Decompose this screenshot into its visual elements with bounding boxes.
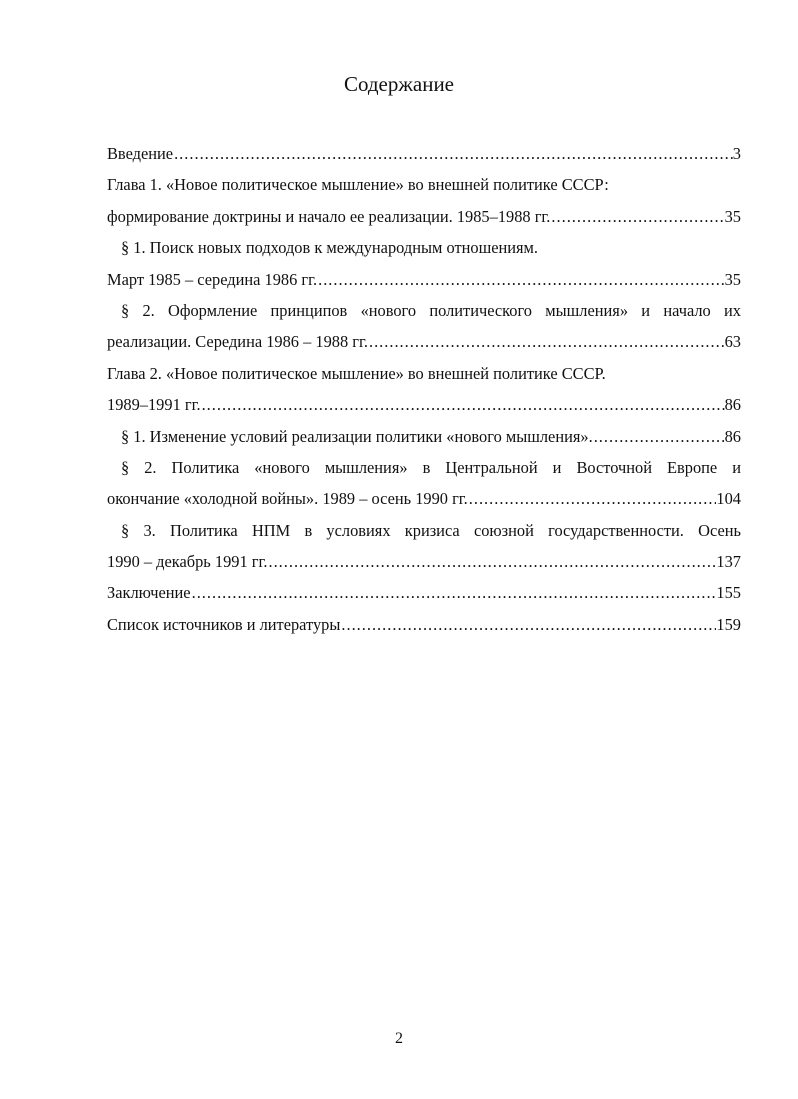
toc-entry-text: § 1. Изменение условий реализации политики «нового мышления». bbox=[121, 426, 593, 446]
toc-entry-section-2-3-line-1[interactable] bbox=[107, 515, 741, 546]
toc-entry-text: Заключение bbox=[107, 583, 191, 603]
toc-entry-chapter-1-line-2[interactable] bbox=[107, 201, 741, 232]
toc-entry-text: реализации. Середина 1986 – 1988 гг. bbox=[107, 332, 368, 352]
toc-entry-text: § 2. Оформление принципов «нового политического мышления» и начало их bbox=[121, 300, 741, 320]
toc-leader-dots bbox=[468, 483, 717, 514]
toc-entry-page: 35 bbox=[724, 269, 741, 289]
toc-leader-dots bbox=[191, 577, 717, 608]
toc-entry-page: 86 bbox=[724, 426, 741, 446]
toc-leader-dots bbox=[593, 421, 725, 452]
toc-leader-dots bbox=[368, 326, 725, 357]
toc-entry-text: Список источников и литературы bbox=[107, 614, 341, 634]
toc-leader-dots bbox=[173, 138, 733, 169]
toc-entry-section-1-2-line-2[interactable] bbox=[107, 326, 741, 357]
toc-entry-page: 155 bbox=[716, 583, 741, 603]
toc-entry-page: 35 bbox=[724, 206, 741, 226]
toc-entry-text: окончание «холодной войны». 1989 – осень 1990 гг. bbox=[107, 489, 468, 509]
toc-leader-dots bbox=[201, 389, 725, 420]
toc-entry-text: § 1. Поиск новых подходов к международным отношениям. bbox=[121, 238, 539, 258]
toc-entry-text: Март 1985 – середина 1986 гг. bbox=[107, 269, 318, 289]
toc-entry-chapter-1-line-1[interactable] bbox=[107, 169, 741, 200]
toc-entry-text: § 2. Политика «нового мышления» в Центральной и Восточной Европе и bbox=[121, 457, 741, 477]
toc-entry-text: Введение bbox=[107, 144, 174, 163]
toc-entry-chapter-2-line-1[interactable] bbox=[107, 358, 741, 389]
toc-entry-bibliography[interactable] bbox=[107, 609, 741, 640]
toc-entry-text: Глава 1. «Новое политическое мышление» во внешней политике СССР: bbox=[107, 175, 609, 195]
toc-entry-section-2-1[interactable] bbox=[107, 421, 741, 452]
toc-entry-section-1-1-line-2[interactable] bbox=[107, 264, 741, 295]
toc-entry-section-2-2-line-2[interactable] bbox=[107, 483, 741, 514]
toc-entry-page: 86 bbox=[724, 395, 741, 415]
toc-leader-dots bbox=[340, 609, 716, 640]
table-of-contents bbox=[107, 138, 741, 640]
toc-entry-page: 63 bbox=[724, 332, 741, 352]
toc-entry-section-2-3-line-2[interactable] bbox=[107, 546, 741, 577]
toc-entry-chapter-2-line-2[interactable] bbox=[107, 389, 741, 420]
toc-entry-page: 104 bbox=[716, 489, 741, 509]
toc-entry-text: 1990 – декабрь 1991 гг. bbox=[107, 552, 268, 572]
toc-entry-page: 3 bbox=[732, 144, 741, 163]
toc-entry-page: 159 bbox=[716, 614, 741, 634]
page-title: Содержание bbox=[343, 72, 455, 96]
toc-entry-section-2-2-line-1[interactable] bbox=[107, 452, 741, 483]
toc-entry-conclusion[interactable] bbox=[107, 577, 741, 608]
toc-entry-text: § 3. Политика НПМ в условиях кризиса союзной государственности. Осень bbox=[121, 520, 741, 540]
toc-leader-dots bbox=[267, 546, 716, 577]
toc-entry-section-1-2-line-1[interactable] bbox=[107, 295, 741, 326]
toc-entry-text: 1989–1991 гг. bbox=[107, 395, 201, 415]
toc-leader-dots bbox=[317, 264, 725, 295]
toc-entry-introduction[interactable] bbox=[107, 138, 741, 169]
toc-entry-text: формирование доктрины и начало ее реализации. 1985–1988 гг. bbox=[107, 206, 551, 226]
toc-entry-page: 137 bbox=[716, 552, 741, 572]
toc-entry-section-1-1-line-1[interactable] bbox=[107, 232, 741, 263]
page-number: 2 bbox=[395, 1030, 403, 1047]
toc-leader-dots bbox=[550, 201, 724, 232]
toc-entry-text: Глава 2. «Новое политическое мышление» во внешней политике СССР. bbox=[107, 363, 606, 383]
